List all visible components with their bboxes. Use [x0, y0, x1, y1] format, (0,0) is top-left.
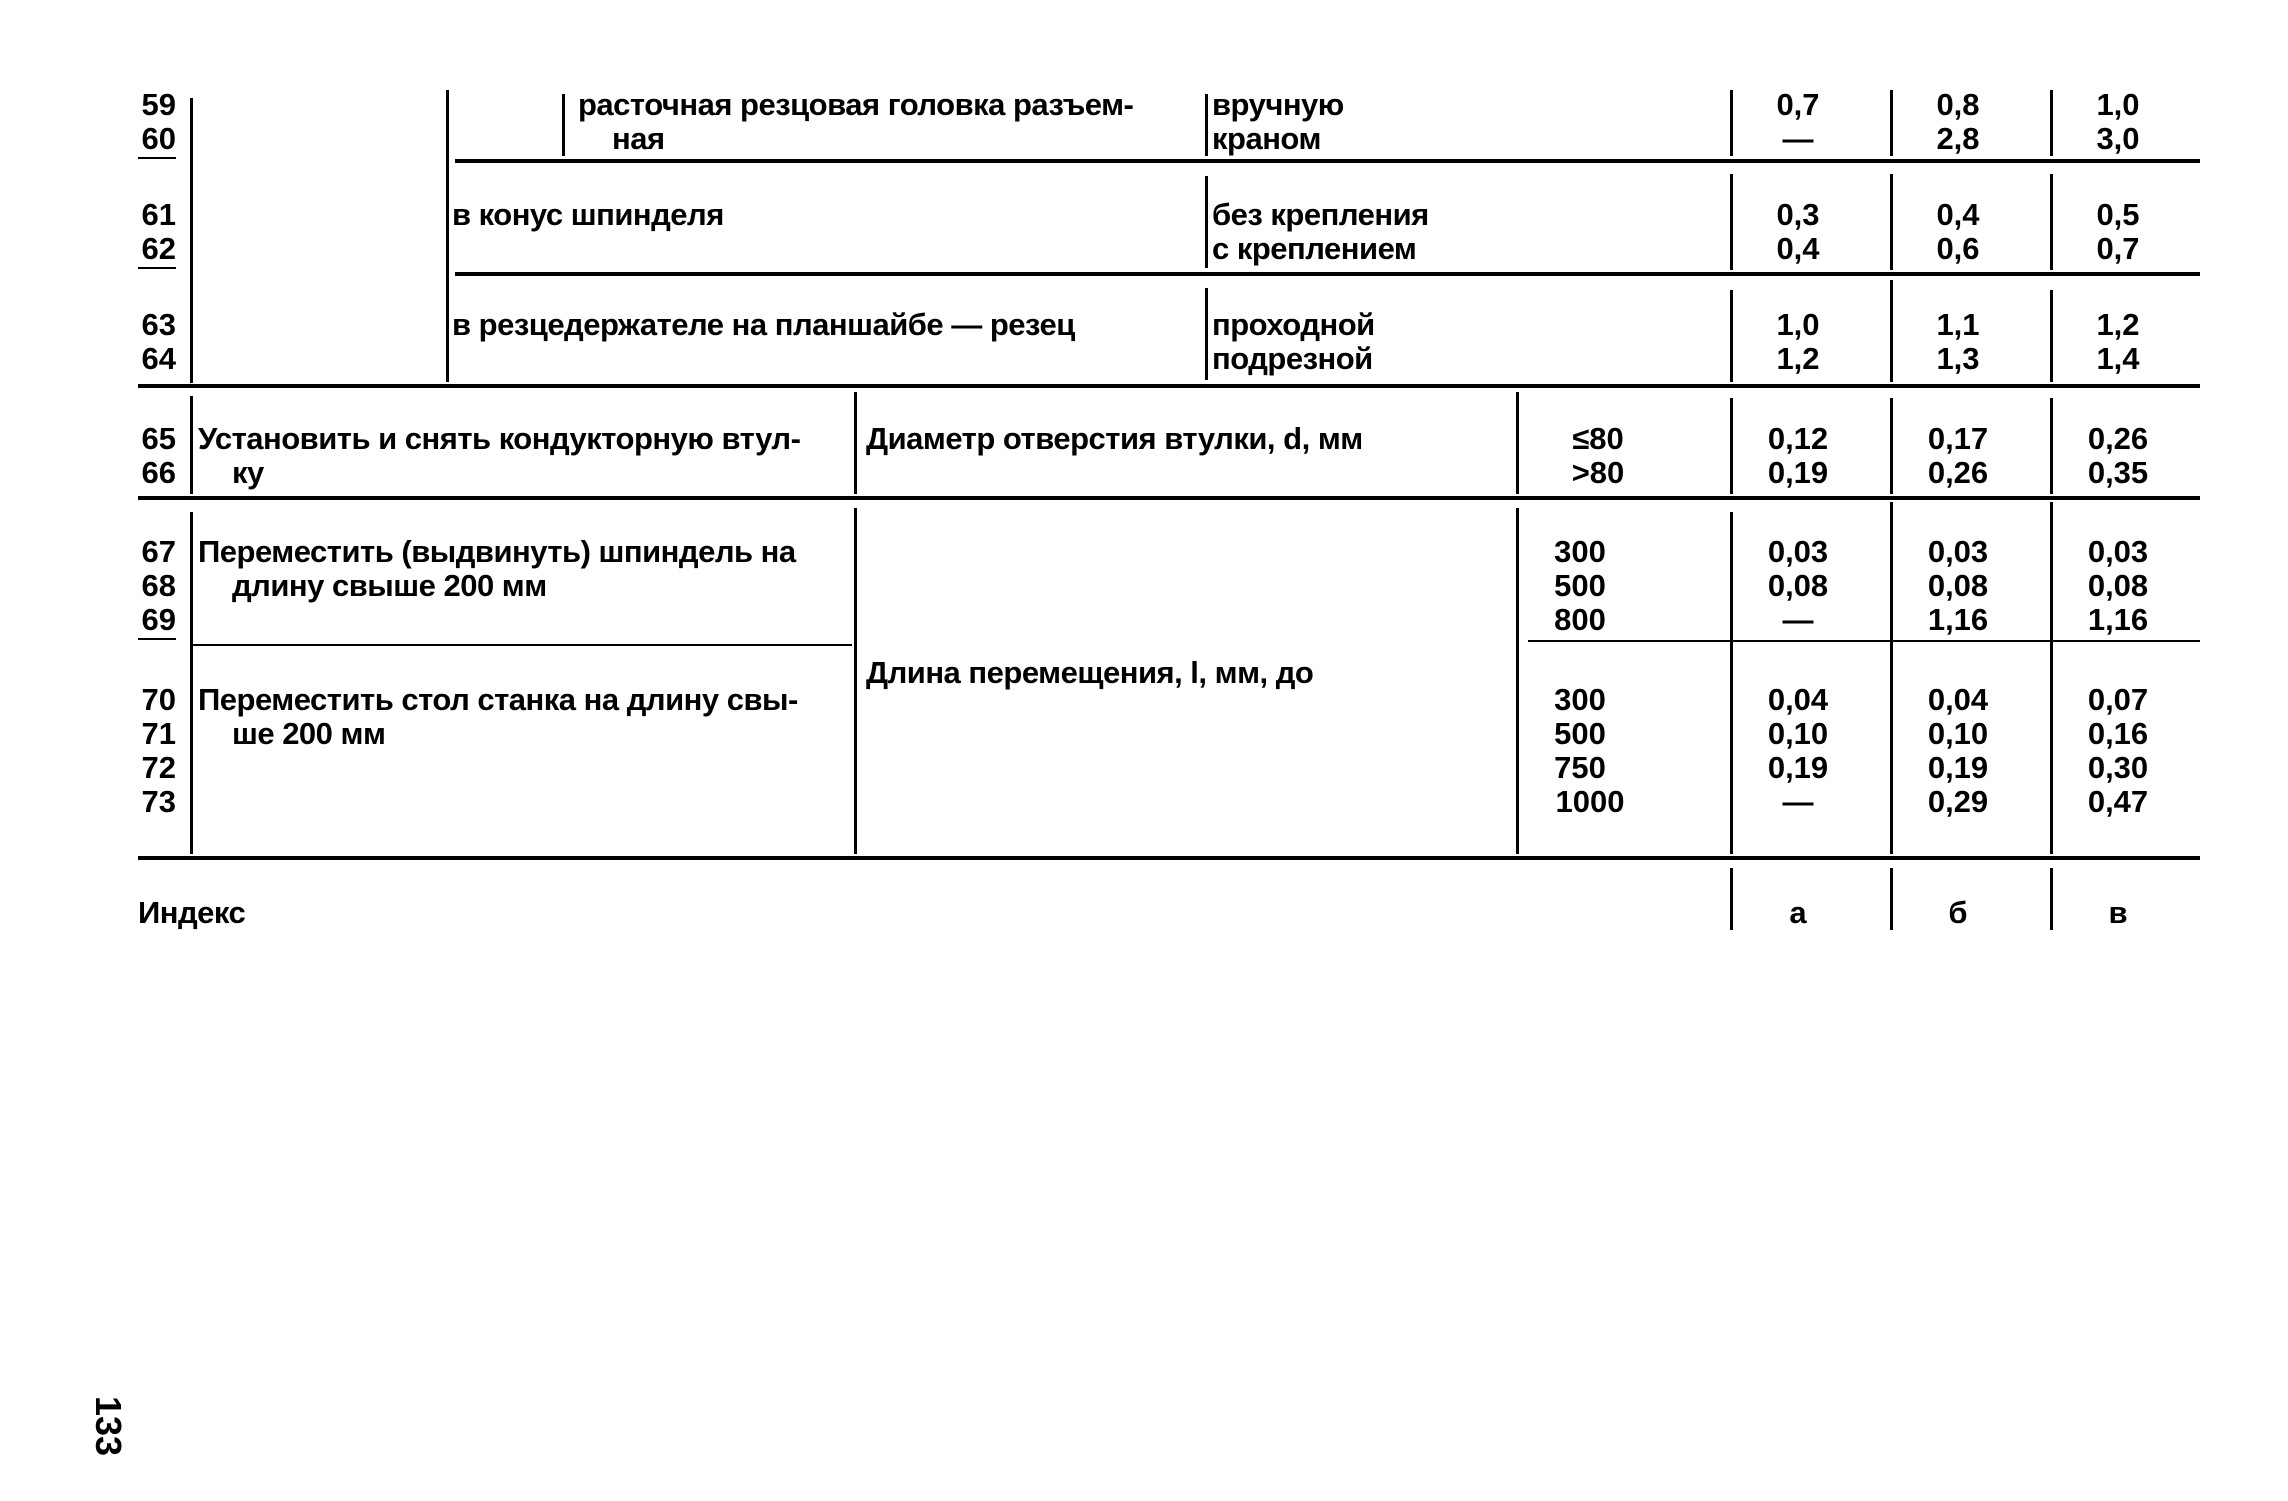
value-a: 0,7 — [1776, 87, 1820, 122]
row-divider — [138, 267, 176, 269]
row-number: 60 — [141, 121, 176, 156]
column-divider — [1730, 290, 1733, 382]
condition-value: 500 — [1554, 716, 1606, 751]
column-divider — [190, 512, 193, 854]
row-number: 67 — [141, 534, 176, 569]
value-b: 0,08 — [1927, 568, 1989, 603]
row-divider — [138, 157, 176, 159]
condition-value: 300 — [1554, 534, 1606, 569]
value-c: 0,30 — [2087, 750, 2149, 785]
value-a: 0,19 — [1767, 750, 1829, 785]
condition-text: проходной — [1212, 307, 1375, 342]
value-c: 1,0 — [2096, 87, 2140, 122]
value-b: 0,10 — [1927, 716, 1989, 751]
condition-value: >80 — [1571, 455, 1625, 490]
value-c: 0,26 — [2087, 421, 2149, 456]
operation-text: ше 200 мм — [232, 716, 386, 751]
value-c: 0,08 — [2087, 568, 2149, 603]
value-c: 0,47 — [2087, 784, 2149, 819]
value-b: 0,6 — [1936, 231, 1980, 266]
value-b: 0,19 — [1927, 750, 1989, 785]
value-a: — — [1782, 121, 1814, 156]
condition-value: 300 — [1554, 682, 1606, 717]
row-number: 64 — [141, 341, 176, 376]
value-c: 0,07 — [2087, 682, 2149, 717]
column-divider — [1730, 174, 1733, 270]
table-bottom-rule — [138, 856, 2200, 860]
value-b: 0,4 — [1936, 197, 1980, 232]
column-divider — [1730, 512, 1733, 854]
column-divider — [854, 508, 857, 854]
row-number: 59 — [141, 87, 176, 122]
row-divider — [138, 384, 2200, 388]
row-number: 71 — [141, 716, 176, 751]
column-divider — [2050, 502, 2053, 854]
value-b: 0,26 — [1927, 455, 1989, 490]
value-c: 3,0 — [2096, 121, 2140, 156]
value-a: 1,2 — [1776, 341, 1820, 376]
value-c: 1,2 — [2096, 307, 2140, 342]
value-c: 0,7 — [2096, 231, 2140, 266]
index-b: б — [1948, 895, 1968, 930]
row-number: 73 — [141, 784, 176, 819]
value-c: 0,16 — [2087, 716, 2149, 751]
column-divider — [2050, 868, 2053, 930]
operation-text: ку — [232, 455, 264, 490]
column-divider — [190, 98, 193, 383]
value-c: 1,4 — [2096, 341, 2140, 376]
value-b: 0,04 — [1927, 682, 1989, 717]
value-a: 0,12 — [1767, 421, 1829, 456]
page-number: 133 — [88, 1395, 130, 1457]
row-number: 65 — [141, 421, 176, 456]
operation-text: расточная резцовая головка разъем- — [578, 87, 1134, 122]
column-divider — [1205, 176, 1208, 268]
row-divider — [192, 644, 852, 646]
row-number: 61 — [141, 197, 176, 232]
value-a: — — [1782, 784, 1814, 819]
row-number: 70 — [141, 682, 176, 717]
column-divider — [1205, 94, 1208, 156]
row-number: 63 — [141, 307, 176, 342]
operation-text: в конус шпинделя — [452, 197, 724, 232]
operation-text: Переместить стол станка на длину свы- — [198, 682, 798, 717]
column-divider — [1890, 90, 1893, 156]
operation-text: Установить и снять кондукторную втул- — [198, 421, 801, 456]
row-number: 69 — [141, 602, 176, 637]
condition-value: 500 — [1554, 568, 1606, 603]
column-divider — [2050, 290, 2053, 382]
value-a: — — [1782, 602, 1814, 637]
value-b: 1,3 — [1936, 341, 1980, 376]
condition-value: 800 — [1554, 602, 1606, 637]
operation-text: длину свыше 200 мм — [232, 568, 547, 603]
index-c: в — [2108, 895, 2128, 930]
row-number: 66 — [141, 455, 176, 490]
column-divider — [1890, 868, 1893, 930]
value-a: 0,19 — [1767, 455, 1829, 490]
column-divider — [2050, 398, 2053, 494]
column-divider — [1890, 398, 1893, 494]
column-divider — [1730, 868, 1733, 930]
row-number: 68 — [141, 568, 176, 603]
condition-text: вручную — [1212, 87, 1344, 122]
value-b: 0,17 — [1927, 421, 1989, 456]
value-a: 0,08 — [1767, 568, 1829, 603]
operation-text: Переместить (выдвинуть) шпиндель на — [198, 534, 796, 569]
column-divider — [1730, 90, 1733, 156]
column-divider — [2050, 174, 2053, 270]
value-a: 0,3 — [1776, 197, 1820, 232]
condition-value: 750 — [1554, 750, 1606, 785]
value-b: 1,16 — [1927, 602, 1989, 637]
index-label: Индекс — [138, 895, 246, 930]
value-a: 0,04 — [1767, 682, 1829, 717]
index-a: а — [1789, 895, 1807, 930]
value-c: 0,5 — [2096, 197, 2140, 232]
row-number: 72 — [141, 750, 176, 785]
value-c: 0,35 — [2087, 455, 2149, 490]
value-b: 0,29 — [1927, 784, 1989, 819]
column-divider — [1516, 392, 1519, 494]
column-divider — [1516, 508, 1519, 854]
parameter-text: Диаметр отверстия втулки, d, мм — [866, 421, 1363, 456]
column-divider — [854, 392, 857, 494]
column-divider — [1730, 398, 1733, 494]
condition-value: 1000 — [1555, 784, 1625, 819]
value-c: 0,03 — [2087, 534, 2149, 569]
row-divider — [138, 638, 176, 640]
row-number: 62 — [141, 231, 176, 266]
column-divider — [2050, 90, 2053, 156]
column-divider — [1890, 280, 1893, 382]
value-b: 1,1 — [1936, 307, 1980, 342]
value-b: 0,8 — [1936, 87, 1980, 122]
row-divider — [455, 159, 2200, 163]
row-divider — [1528, 640, 2200, 642]
value-a: 0,4 — [1776, 231, 1820, 266]
value-a: 0,10 — [1767, 716, 1829, 751]
operation-text: ная — [612, 121, 665, 156]
condition-value: ≤80 — [1572, 421, 1624, 456]
value-b: 0,03 — [1927, 534, 1989, 569]
value-c: 1,16 — [2087, 602, 2149, 637]
column-divider — [1205, 288, 1208, 380]
row-divider — [138, 496, 2200, 500]
condition-text: без крепления — [1212, 197, 1429, 232]
parameter-text: Длина перемещения, l, мм, до — [866, 655, 1314, 690]
column-divider — [190, 396, 193, 494]
column-divider — [446, 90, 449, 382]
column-divider — [1890, 174, 1893, 270]
condition-text: с креплением — [1212, 231, 1417, 266]
column-divider — [562, 94, 565, 156]
operation-text: в резцедержателе на планшайбе — резец — [452, 307, 1075, 342]
value-b: 2,8 — [1936, 121, 1980, 156]
value-a: 1,0 — [1776, 307, 1820, 342]
row-divider — [455, 272, 2200, 276]
value-a: 0,03 — [1767, 534, 1829, 569]
column-divider — [1890, 502, 1893, 854]
condition-text: краном — [1212, 121, 1321, 156]
condition-text: подрезной — [1212, 341, 1373, 376]
